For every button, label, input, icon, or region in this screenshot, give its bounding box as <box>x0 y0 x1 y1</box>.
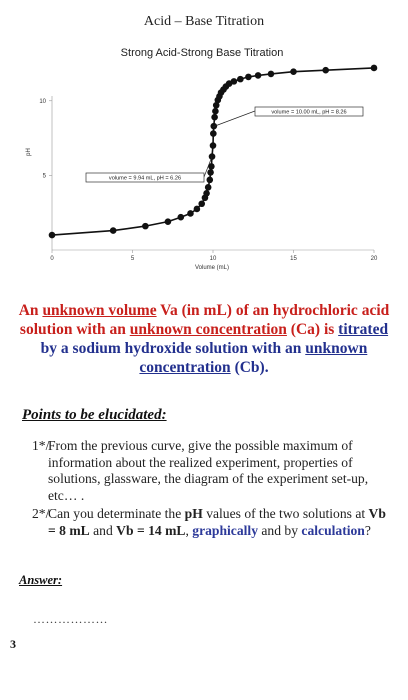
statement-text: by a sodium hydroxide solution with an <box>40 340 306 357</box>
unknown-concentration-term: unknown concentration <box>139 340 368 376</box>
question-number: 2*/ <box>32 506 50 521</box>
unknown-concentration-term: unknown concentration <box>129 321 287 338</box>
data-point <box>255 72 262 79</box>
question-text: From the previous curve, give the possible maximum of information about the realized experiment, properties of solutions, glassware, the diagram of the experiment set-up, etc… . <box>48 438 369 503</box>
x-tick-label: 0 <box>50 256 54 262</box>
data-point <box>203 190 210 197</box>
question-2 <box>32 506 392 539</box>
x-tick-label: 15 <box>290 256 297 262</box>
question-text-part: ? <box>364 522 371 538</box>
data-point <box>207 169 214 176</box>
question-text-part: , <box>185 522 193 538</box>
data-point <box>268 71 275 78</box>
y-axis-label: pH <box>26 148 32 156</box>
titrated-term: titrated <box>338 321 389 338</box>
data-point <box>237 76 244 83</box>
data-point <box>210 130 217 137</box>
annotation-label: volume = 9.94 mL, pH = 6.26 <box>108 175 182 182</box>
data-point <box>49 232 56 239</box>
data-point <box>110 227 117 234</box>
data-point <box>206 177 213 184</box>
page-number: 3 <box>10 637 16 651</box>
question-text-part: Can you determinate the <box>48 506 185 521</box>
data-point <box>210 142 217 149</box>
x-axis-label: Volume (mL) <box>194 265 230 271</box>
data-point <box>205 184 212 191</box>
statement-text: (Cb). <box>230 359 269 376</box>
titration-chart <box>0 38 408 274</box>
data-point <box>211 114 218 121</box>
annotation-leader-line <box>213 111 255 127</box>
vb-8-term: Vb = 8 mL <box>48 506 386 538</box>
calculation-term: calculation <box>301 522 365 538</box>
ph-term: pH <box>184 506 203 521</box>
document-title: Acid – Base Titration <box>143 14 265 29</box>
chart-title: Strong Acid-Strong Base Titration <box>120 47 284 59</box>
data-point <box>290 68 297 75</box>
y-tick-label: 5 <box>42 173 46 180</box>
question-text-part: and <box>89 522 117 538</box>
data-point <box>209 153 216 160</box>
data-point <box>322 67 329 74</box>
annotation-label: volume = 10.00 mL, pH = 8.26 <box>271 109 347 116</box>
vb-14-term: Vb = 14 mL <box>116 522 186 538</box>
data-point <box>142 223 149 230</box>
statement-text: (Ca) is <box>286 321 339 338</box>
data-point <box>212 108 219 115</box>
data-point <box>245 74 252 81</box>
data-point <box>371 65 378 72</box>
question-1 <box>32 438 392 504</box>
x-tick-label: 5 <box>130 256 135 262</box>
chart-annotations <box>86 107 363 182</box>
x-tick-label: 10 <box>209 256 217 262</box>
question-text-part: values of the two solutions at <box>202 506 369 521</box>
data-point <box>165 218 172 225</box>
data-point <box>231 78 238 85</box>
data-point <box>178 214 185 221</box>
unknown-volume-term: unknown volume <box>42 302 157 319</box>
answer-label: Answer: <box>19 573 63 587</box>
titration-curve-line <box>52 68 374 235</box>
data-point <box>198 200 205 207</box>
question-number: 1*/ <box>32 438 50 453</box>
statement-text: An <box>18 302 43 319</box>
statement-text: Va (in mL) of an hydrochloric acid solution with an <box>19 302 390 338</box>
x-tick-label: 20 <box>370 256 378 262</box>
y-tick-label: 10 <box>39 98 46 105</box>
problem-statement <box>18 301 390 377</box>
graphically-term: graphically <box>192 522 258 538</box>
data-point <box>187 210 194 217</box>
points-heading: Points to be elucidated: <box>22 407 167 423</box>
answer-placeholder: ……………… <box>33 612 108 626</box>
data-point <box>194 206 201 213</box>
question-text-part: and by <box>258 522 302 538</box>
question-text <box>32 506 392 539</box>
